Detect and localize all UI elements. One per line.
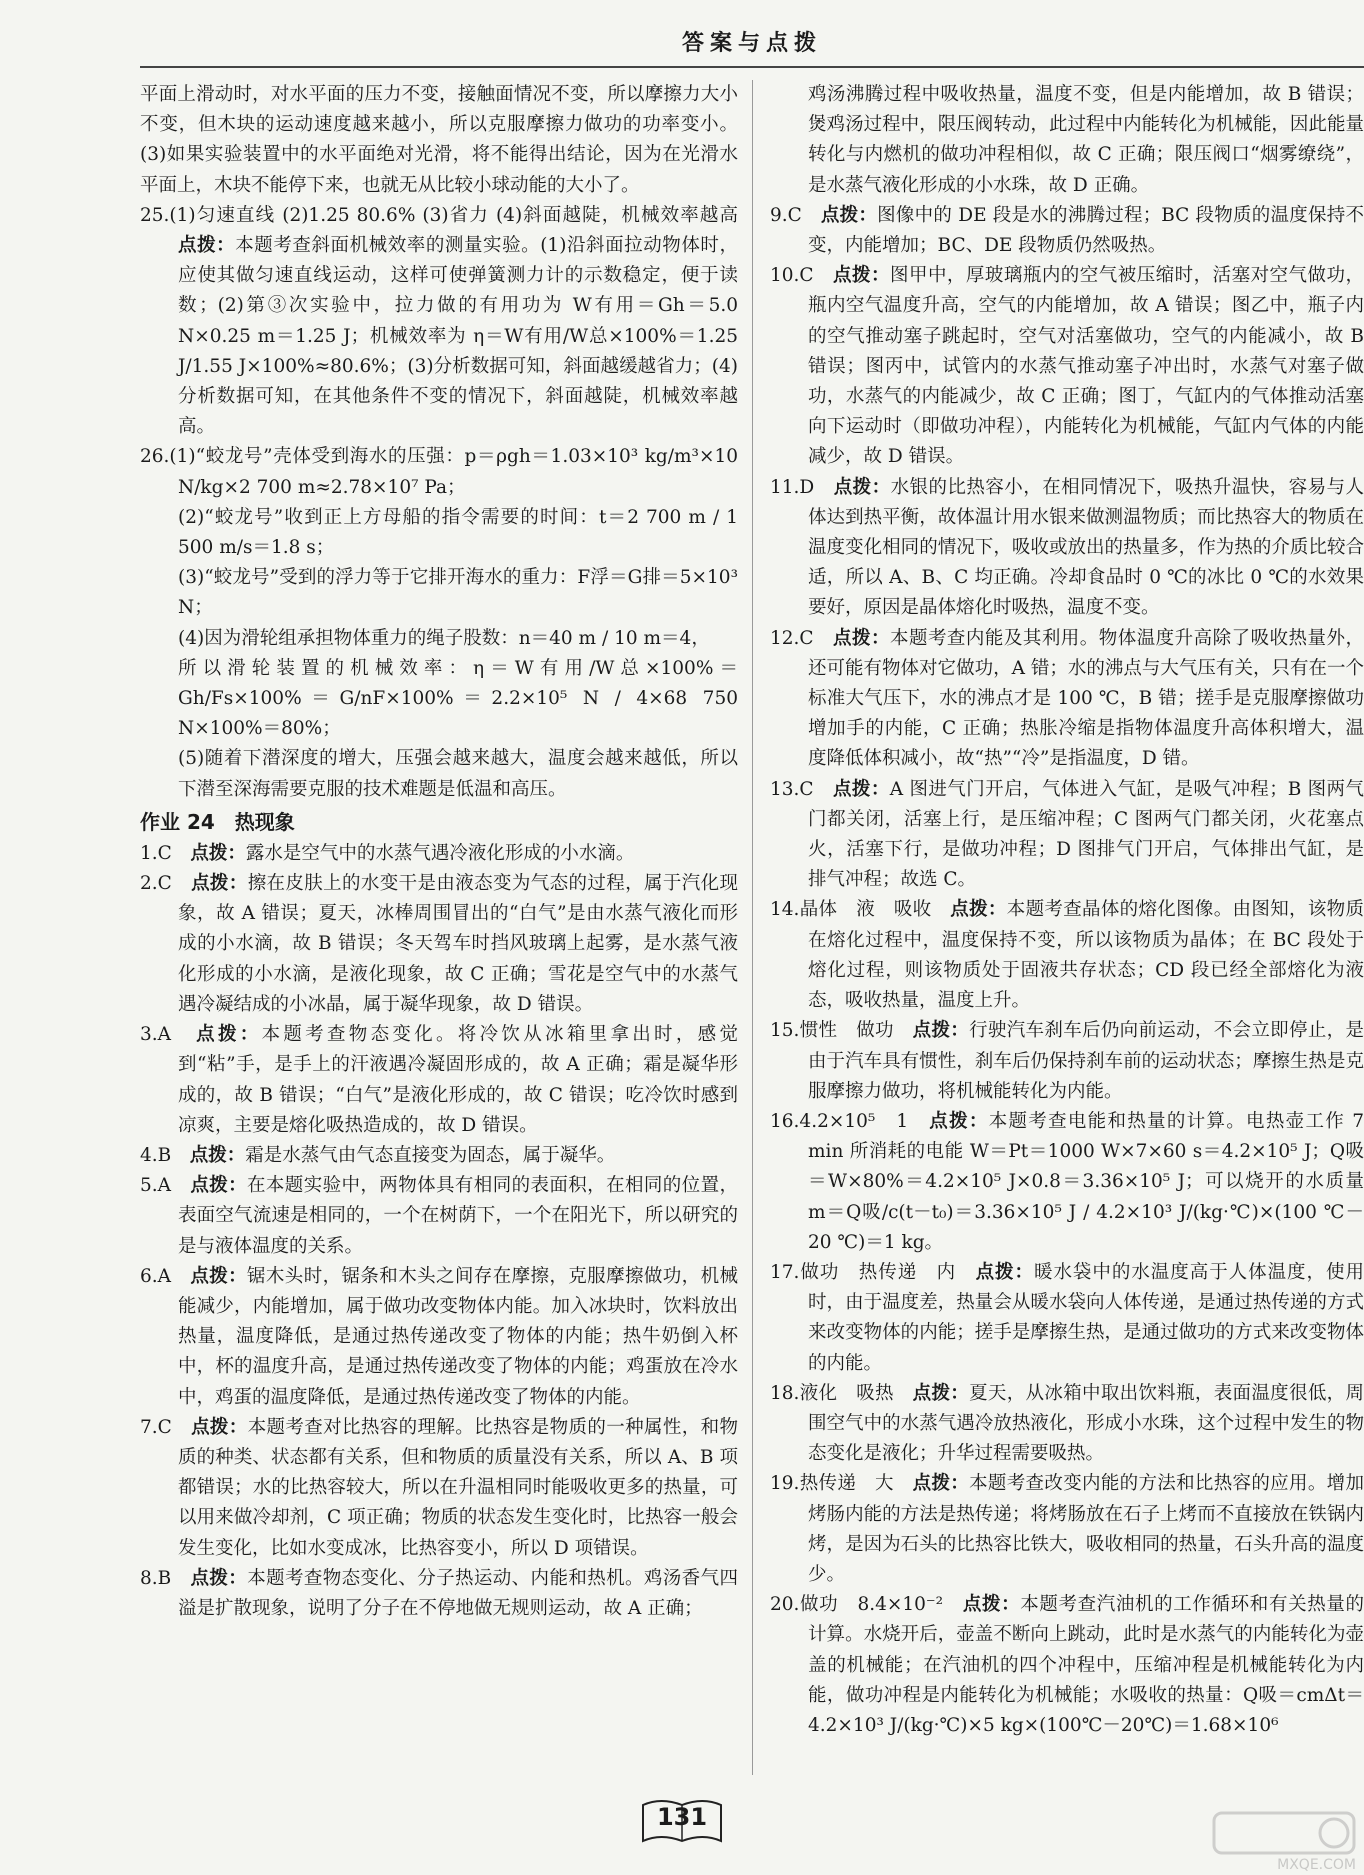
answer-item (140, 1141, 738, 1171)
answer-explanation: 本题考查物态变化。将冷饮从冰箱里拿出时，感觉到“粘”手，是手上的汗液遇冷凝固形成的，故 A 正确；霜是凝华形成的，故 B 错误；“白气”是液化形成的，故 C 错误；吃冷饮时感到凉爽，主要是熔化吸热造成的，故 D 错误。 (178, 1024, 738, 1136)
answer-item (770, 201, 1364, 261)
tip-label: 点拨： (191, 873, 248, 895)
right-column (770, 80, 1364, 1795)
answer-number: 10.C (770, 265, 814, 287)
answer-explanation: 本题考查内能及其利用。物体温度升高除了吸收热量外，还可能有物体对它做功，A 错；水的沸点与大气压有关，只有在一个标准大气压下，水的沸点才是 100 ℃，B 错；搓手是克服摩擦做功增加手的内能，C 正确；热胀冷缩是指物体温度升高体积增大，温度降低体积减小，故“热”“冷”是指温度，D 错。 (808, 627, 1364, 770)
answer-item (770, 1379, 1364, 1470)
answer-number: 19. (770, 1473, 800, 1495)
answer-number: 14. (770, 899, 800, 921)
answer-explanation: 夏天，从冰箱中取出饮料瓶，表面温度很低，周围空气中的水蒸气遇冷放热液化，形成小水珠，这个过程中发生的物态变化是液化；升华过程需要吸热。 (808, 1382, 1364, 1465)
tip-label: 点拨： (912, 1473, 970, 1495)
answer-explanation: 在本题实验中，两物体具有相同的表面积，在相同的位置，表面空气流速是相同的，一个在树荫下，一个在阳光下，所以研究的是与液体温度的关系。 (178, 1175, 738, 1257)
left-column (140, 80, 738, 1795)
right-answer-list (770, 201, 1364, 1741)
answer-number: 6.A (140, 1265, 172, 1287)
answer-explanation: 本题考查物态变化、分子热运动、内能和热机。鸡汤香气四溢是扩散现象，说明了分子在不停地做无规则运动，故 A 正确； (178, 1567, 738, 1619)
tip-label: 点拨： (189, 1144, 246, 1166)
answer-item (770, 775, 1364, 896)
answer-explanation: 霜是水蒸气由气态直接变为固态，属于凝华。 (245, 1144, 616, 1166)
answer-item (770, 1258, 1364, 1379)
column-divider (752, 80, 753, 1775)
answer-value: 4.2×10⁵ 1 (799, 1110, 909, 1132)
answer-item (770, 1016, 1364, 1107)
answer-number: 12.C (770, 627, 814, 649)
tip-label: 点拨： (912, 1382, 970, 1404)
answer-value: 惯性 做功 (799, 1020, 894, 1042)
left-answer-list (140, 839, 738, 1624)
page-number: 131 (656, 1803, 708, 1831)
answer-item (770, 624, 1364, 775)
right-intro: 鸡汤沸腾过程中吸收热量，温度不变，但是内能增加，故 B 错误；煲鸡汤过程中，限压阀转动，此过程中内能转化为机械能，因此能量转化与内燃机的做功冲程相似，故 C 正确；限压阀口“烟雾缭绕”，是水蒸气液化形成的小水珠，故 D 正确。 (808, 84, 1364, 196)
answer-25: 25.(1)匀速直线 (2)1.25 80.6% (3)省力 (4)斜面越陡，机械效率越高 点拨：本题考查斜面机械效率的测量实验。(1)沿斜面拉动物体时，应使其做匀速直线运动，这样可使弹簧测力计的示数稳定，便于读数；(2)第③次实验中，拉力做的有用功为 W有用＝Gh＝5.0 N×0.25 m＝1.25 J；机械效率为 η＝W有用/W总×100%＝1.25 J/1.55 J×100%≈80.6%；(3)分析数据可知，斜面越缓越省力；(4)分析数据可知，在其他条件不变的情况下，斜面越陡，机械效率越高。 (140, 204, 738, 438)
answer-26-part-5: 所以滑轮装置的机械效率：η＝W有用/W总×100%＝Gh/Fs×100%＝G/nF×100%＝2.2×10⁵ N / 4×68 750 N×100%＝80%； (178, 657, 738, 740)
answer-item (770, 1469, 1364, 1590)
tip-label: 点拨： (833, 476, 891, 498)
answer-number: 17. (770, 1261, 800, 1283)
tip-label: 点拨： (833, 265, 890, 287)
answer-number: 15. (770, 1020, 800, 1042)
answer-explanation: 擦在皮肤上的水变干是由液态变为气态的过程，属于汽化现象，故 A 错误；夏天，冰棒周围冒出的“白气”是由水蒸气液化而形成的小水滴，故 B 错误；冬天驾车时挡风玻璃上起雾，是水蒸气液化形成的小水滴，是液化现象，故 C 正确；雪花是空气中的水蒸气遇冷凝结成的小冰晶，属于凝华现象，故 D 错误。 (178, 873, 738, 1015)
tip-label: 点拨： (912, 1020, 970, 1042)
left-intro: 平面上滑动时，对水平面的压力不变，接触面情况不变，所以摩擦力大小不变，但木块的运动速度越来越小，所以克服摩擦力做功的功率变小。(3)如果实验装置中的水平面绝对光滑，将不能得出结论，因为在光滑水平面上，木块不能停下来，也就无从比较小球动能的大小了。 (140, 84, 738, 196)
tip-label: 点拨： (950, 899, 1007, 921)
answer-item (140, 1020, 738, 1141)
answer-explanation: 暖水袋中的水温度高于人体温度，使用时，由于温度差，热量会从暖水袋向人体传递，是通过热传递的方式来改变物体的内能；搓手是摩擦生热，是通过做功的方式来改变物体的内能。 (808, 1261, 1364, 1374)
answer-explanation: 本题考查晶体的熔化图像。由图知，该物质在熔化过程中，温度保持不变，所以该物质为晶体；在 BC 段处于熔化过程，则该物质处于固液共存状态；CD 段已经全部熔化为液态，吸收热量，温度上升。 (808, 899, 1364, 1012)
answer-item (140, 839, 738, 869)
answer-item (140, 1413, 738, 1564)
answer-number: 16. (770, 1110, 800, 1132)
answer-explanation: 图甲中，厚玻璃瓶内的空气被压缩时，活塞对空气做功，瓶内空气温度升高，空气的内能增加，故 A 错误；图乙中，瓶子内的空气推动塞子跳起时，空气对活塞做功，空气的内能减小，故 B 错误；图丙中，试管内的水蒸气推动塞子冲出时，水蒸气对塞子做功，水蒸气的内能减少，故 C 正确；图丁，气缸内的气体推动活塞向下运动时（即做功冲程），内能转化为机械能，气缸内气体的内能减少，故 D 错误。 (808, 265, 1364, 468)
answer-number: 5.A (140, 1175, 172, 1197)
answer-item (140, 1171, 738, 1262)
answer-item (140, 869, 738, 1020)
answer-26-part-4: (4)因为滑轮组承担物体重力的绳子股数：n＝40 m / 10 m＝4， (178, 627, 710, 649)
answer-number: 4.B (140, 1144, 172, 1166)
answer-explanation: 露水是空气中的水蒸气遇冷液化形成的小水滴。 (245, 842, 635, 864)
answer-item (770, 895, 1364, 1016)
page-number-badge (637, 1791, 727, 1847)
answer-number: 2.C (140, 873, 172, 895)
answer-number: 1.C (140, 842, 172, 864)
answer-item (770, 1107, 1364, 1258)
answer-value: 做功 热传递 内 (799, 1261, 957, 1283)
tip-label: 点拨： (962, 1594, 1021, 1616)
tip-label: 点拨： (190, 1567, 248, 1589)
answer-item (140, 1262, 738, 1413)
answer-value: 晶体 液 吸收 (799, 899, 932, 921)
answer-number: 3.A (140, 1024, 172, 1046)
answer-item (770, 1590, 1364, 1741)
tip-label: 点拨： (190, 1175, 248, 1197)
answer-item (140, 1564, 738, 1624)
tip-label: 点拨： (196, 1024, 262, 1046)
tip-label: 点拨： (190, 842, 246, 864)
answer-item (770, 261, 1364, 472)
answer-26-part-6: (5)随着下潜深度的增大，压强会越来越大，温度会越来越低，所以下潜至深海需要克服的技术难题是低温和高压。 (178, 748, 738, 800)
answer-explanation: 图像中的 DE 段是水的沸腾过程；BC 段物质的温度保持不变，内能增加；BC、DE 段物质仍然吸热。 (808, 204, 1364, 257)
answer-explanation: 本题考查电能和热量的计算。电热壶工作 7 min 所消耗的电能 W＝Pt＝1000 W×7×60 s＝4.2×10⁵ J；Q吸＝W×80%＝4.2×10⁵ J×0.8＝3.36×10⁵ J；可以烧开的水质量 m＝Q吸/c(t－t₀)＝3.36×10⁵ J / 4.2×10³ J/(kg·℃)×(100 ℃－20 ℃)＝1 kg。 (808, 1110, 1364, 1253)
answer-explanation: 本题考查汽油机的工作循环和有关热量的计算。水烧开后，壶盖不断向上跳动，此时是水蒸气的内能转化为壶盖的机械能；在汽油机的四个冲程中，压缩冲程是机械能转化为内能，做功冲程是内能转化为机械能；水吸收的热量：Q吸＝cmΔt＝4.2×10³ J/(kg·℃)×5 kg×(100℃－20℃)＝1.68×10⁶ (808, 1594, 1364, 1736)
tip-label: 点拨： (929, 1110, 989, 1132)
tip-label: 点拨： (975, 1261, 1034, 1283)
tip-label: 点拨： (190, 1265, 248, 1287)
tip-label: 点拨： (191, 1416, 248, 1438)
header-title: 答案与点拨 (681, 30, 823, 56)
answer-number: 8.B (140, 1567, 172, 1589)
page-header (140, 18, 1364, 68)
answer-item (770, 473, 1364, 624)
answer-value: 做功 8.4×10⁻² (799, 1594, 944, 1616)
tip-label: 点拨： (820, 204, 878, 226)
answer-number: 18. (770, 1382, 800, 1404)
tip-label: 点拨： (832, 778, 890, 800)
answer-explanation: 本题考查改变内能的方法和比热容的应用。增加烤肠内能的方法是热传递；将烤肠放在石子上烤而不直接放在铁锅内烤，是因为石头的比热容比铁大，吸收相同的热量，石头升高的温度少。 (808, 1473, 1364, 1585)
answer-number: 9.C (770, 204, 802, 226)
watermark-text: MXQE.COM (1277, 1857, 1356, 1873)
answer-number: 7.C (140, 1416, 172, 1438)
answer-26-part-3: (3)“蛟龙号”受到的浮力等于它排开海水的重力：F浮＝G排＝5×10³ N； (178, 567, 738, 619)
answer-26: 26.(1)“蛟龙号”壳体受到海水的压强：p＝ρgh＝1.03×10³ kg/m³×10 N/kg×2 700 m≈2.78×10⁷ Pa； (140, 446, 738, 498)
answer-explanation: 本题考查对比热容的理解。比热容是物质的一种属性，和物质的种类、状态都有关系，但和物质的质量没有关系，所以 A、B 项都错误；水的比热容较大，所以在升温相同时能吸收更多的热量，可以用来做冷却剂，C 项正确；物质的状态发生变化时，比热容一般会发生变化，比如水变成冰，比热容变小，所以 D 项错误。 (178, 1416, 738, 1559)
answer-value: 液化 吸热 (799, 1382, 894, 1404)
watermark (1194, 1805, 1364, 1875)
answer-explanation: 锯木头时，锯条和木头之间存在摩擦，克服摩擦做功，机械能减少，内能增加，属于做功改变物体内能。加入冰块时，饮料放出热量，温度降低，是通过热传递改变了物体的内能；热牛奶倒入杯中，杯的温度升高，是通过热传递改变了物体的内能；鸡蛋放在冷水中，鸡蛋的温度降低，是通过热传递改变了物体的内能。 (178, 1265, 738, 1408)
answer-explanation: 水银的比热容小，在相同情况下，吸热升温快，容易与人体达到热平衡，故体温计用水银来做测温物质；而比热容大的物质在温度变化相同的情况下，吸收或放出的热量多，作为热的介质比较合适，所以 A、B、C 均正确。冷却食品时 0 ℃的冰比 0 ℃的水效果要好，原因是晶体熔化时吸热，温度不变。 (808, 476, 1364, 619)
answer-number: 13.C (770, 778, 814, 800)
section-title: 作业 24 热现象 (140, 809, 295, 834)
answer-explanation: A 图进气门开启，气体进入气缸，是吸气冲程；B 图两气门都关闭，活塞上行，是压缩冲程；C 图两气门都关闭，火花塞点火，活塞下行，是做功冲程；D 图排气门开启，气体排出气缸，是排气冲程；故选 C。 (808, 778, 1364, 891)
tip-label: 点拨： (833, 627, 890, 649)
answer-number: 20. (770, 1594, 800, 1616)
answer-explanation: 行驶汽车刹车后仍向前运动，不会立即停止，是由于汽车具有惯性，刹车后仍保持刹车前的运动状态；摩擦生热是克服摩擦力做功，将机械能转化为内能。 (808, 1020, 1364, 1102)
answer-value: 热传递 大 (799, 1473, 894, 1495)
answer-26-part-2: (2)“蛟龙号”收到正上方母船的指令需要的时间：t＝2 700 m / 1 500 m/s＝1.8 s； (178, 506, 738, 559)
answer-number: 11.D (770, 476, 815, 498)
